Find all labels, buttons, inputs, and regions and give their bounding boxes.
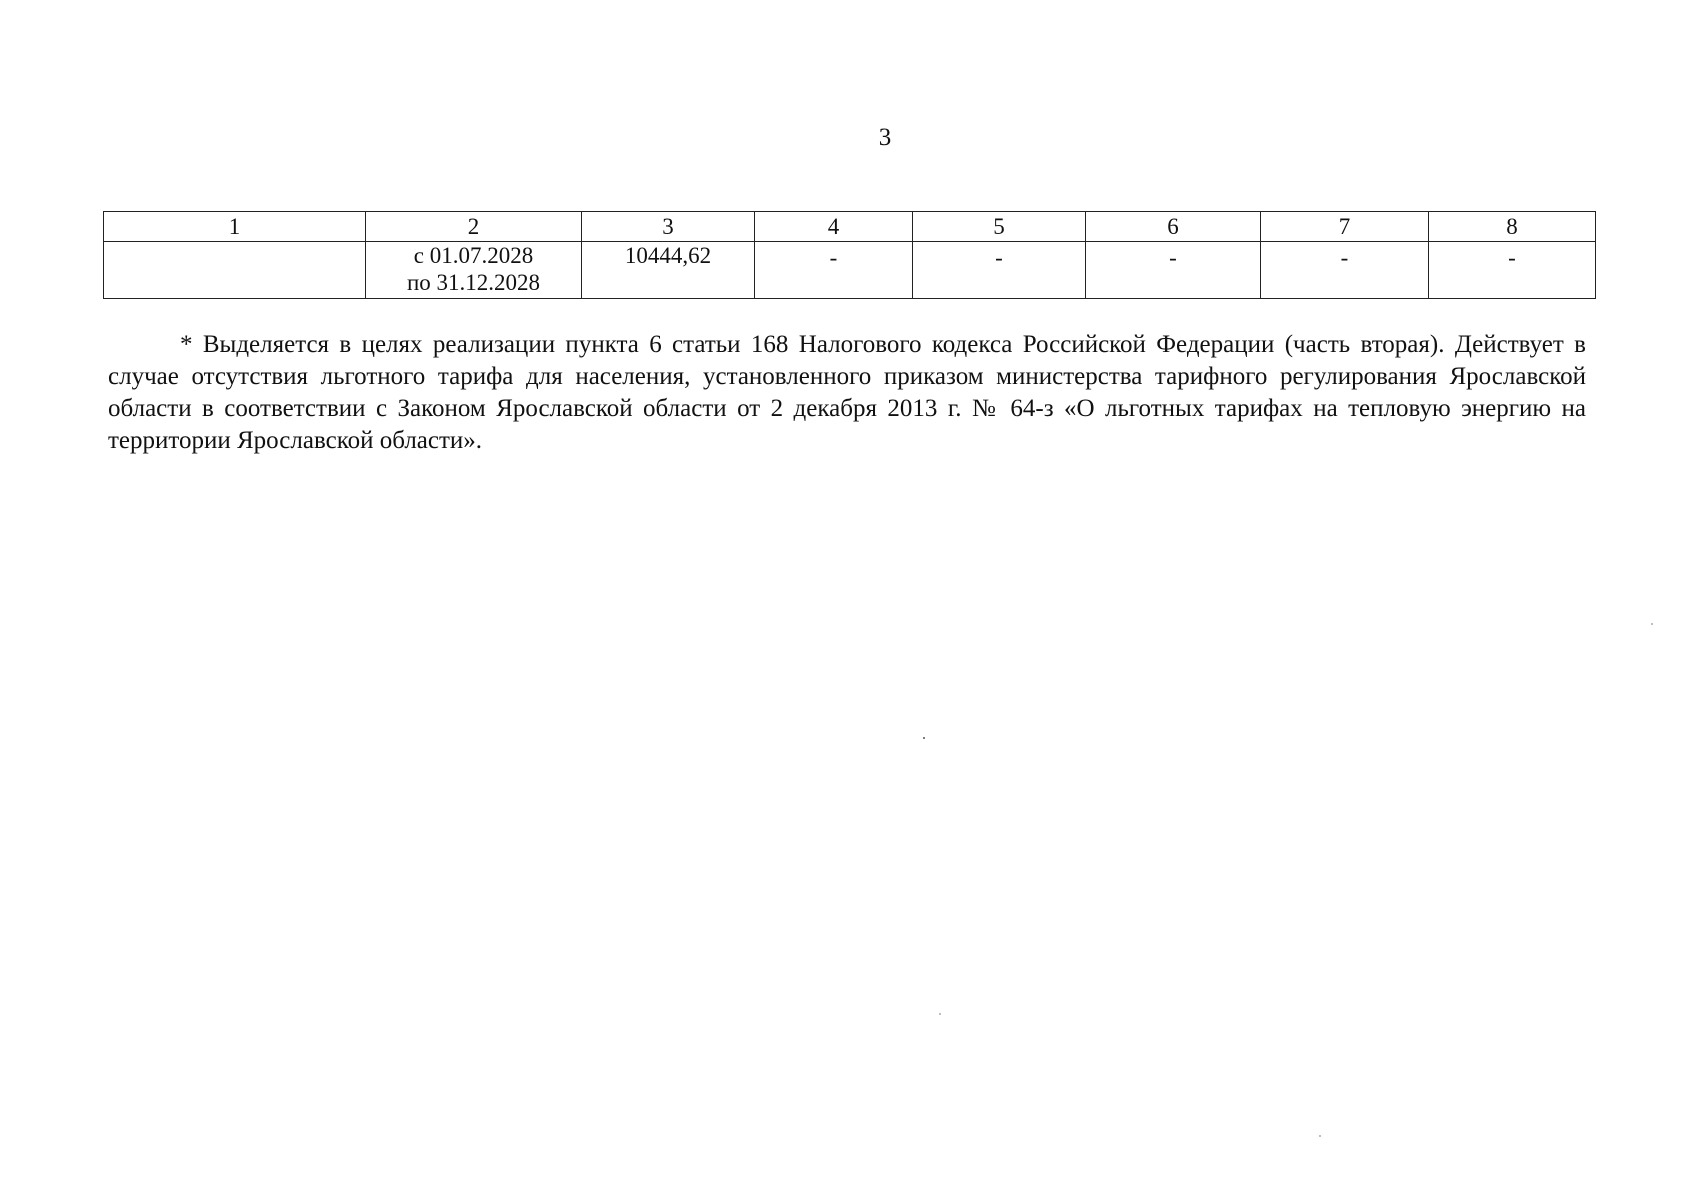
dash-col8: -: [1508, 245, 1516, 270]
scan-speck: [923, 737, 925, 739]
column-number-4: 4: [755, 212, 913, 242]
dash-col7: -: [1340, 245, 1349, 270]
table-row: [104, 242, 1596, 299]
column-number-3: 3: [582, 212, 755, 242]
column-number-6: 6: [1086, 212, 1261, 242]
dash-col4: -: [829, 245, 838, 270]
tariff-table: [103, 211, 1596, 299]
cell-col1: [104, 242, 366, 299]
footnote: * Выделяется в целях реализации пункта 6 статьи 168 Налогового кодекса Российской Федерации (часть вторая). Действует в случае отсутствия льготного тарифа для населения, установленного приказом министерства тарифного регулирования Ярославской области в соответствии с Законом Ярославской области от 2 декабря 2013 г. № 64-з «О льготных тарифах на тепловую энергию на территории Ярославской области».: [108, 331, 1586, 454]
column-number-8: 8: [1429, 212, 1596, 242]
column-number-1: 1: [104, 212, 366, 242]
cell-col8: [1429, 242, 1596, 299]
cell-col6: [1086, 242, 1261, 299]
scan-speck: [1651, 623, 1653, 625]
cell-col5: [913, 242, 1086, 299]
cell-col4: [755, 242, 913, 299]
column-number-7: 7: [1261, 212, 1429, 242]
cell-value: 10444,62: [582, 242, 755, 299]
column-number-2: 2: [366, 212, 582, 242]
scan-speck: [1319, 1135, 1321, 1137]
cell-col7: [1261, 242, 1429, 299]
column-number-row: [104, 212, 1596, 242]
dash-col5: -: [995, 245, 1003, 270]
column-number-5: 5: [913, 212, 1086, 242]
dash-col6: -: [1169, 245, 1177, 270]
page-number: 3: [878, 124, 892, 151]
scan-speck: [939, 1013, 941, 1015]
period-from: с 01.07.2028: [413, 243, 534, 268]
period-to: по 31.12.2028: [406, 270, 541, 295]
cell-period: [366, 242, 582, 299]
